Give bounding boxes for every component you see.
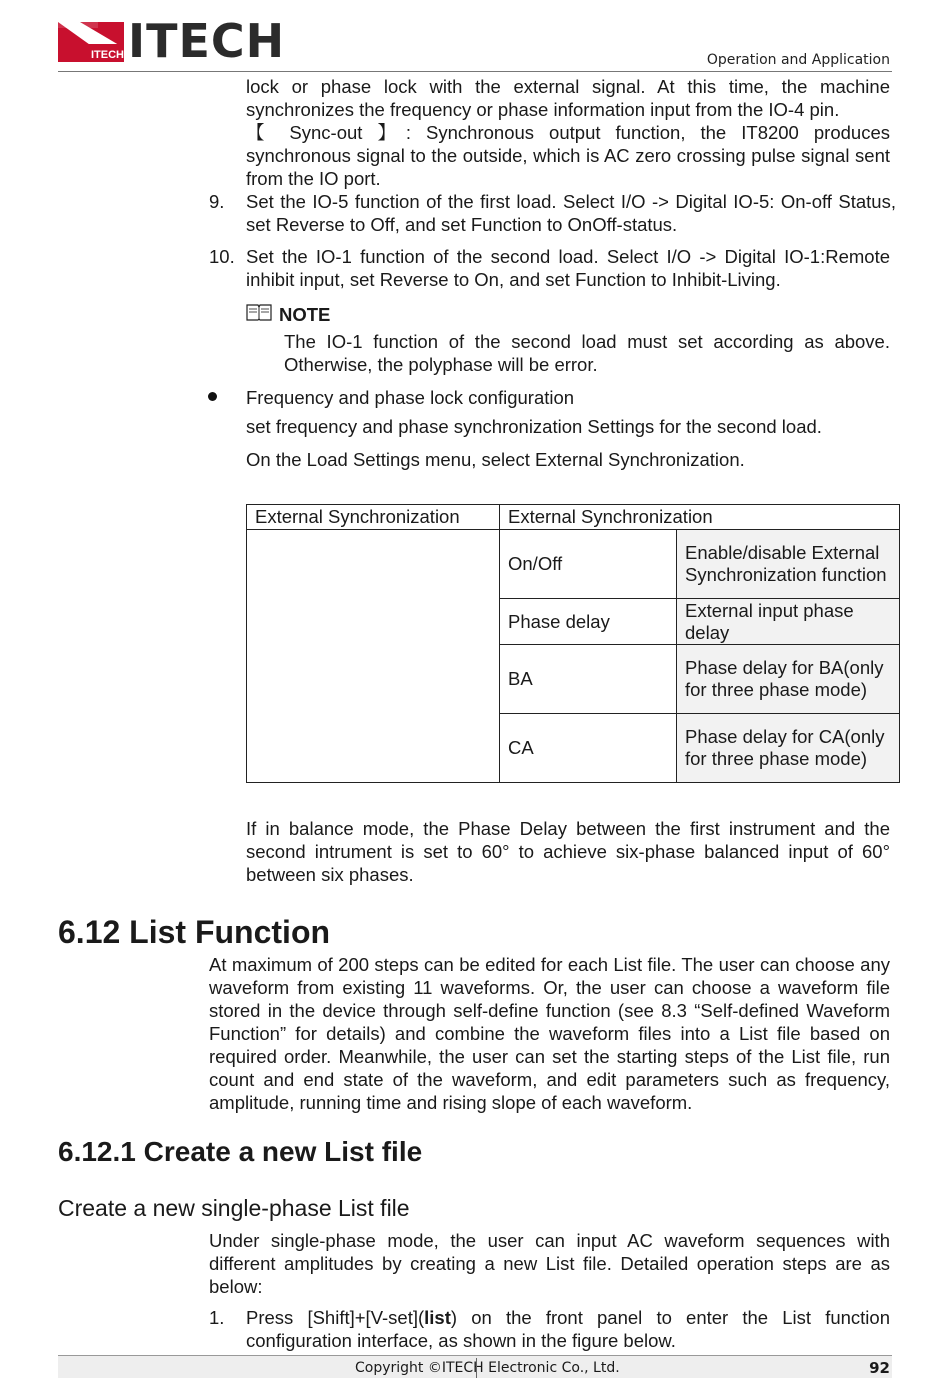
itech-logo-mark xyxy=(58,22,124,62)
table-header-cell: External Synchronization xyxy=(500,505,900,530)
step-1-keyword: list xyxy=(424,1307,451,1328)
paragraph-sync-out: 【 Sync-out 】: Synchronous output function, the IT8200 produces synchronous signal to the outside, which is AC zero crossing pulse signal sent from the IO port. xyxy=(246,122,890,189)
table-header-cell: External Synchronization xyxy=(247,505,500,530)
table-desc-cell: External input phase delay xyxy=(677,599,900,645)
logo-wordmark: ITECH xyxy=(128,14,286,68)
page-number: 92 xyxy=(869,1359,890,1377)
table-row xyxy=(247,530,900,599)
paragraph-single-phase: Under single-phase mode, the user can input AC waveform sequences with different amplitudes by creating a new List file. Detailed operation steps are as below: xyxy=(209,1230,890,1297)
section-heading-6-12-1: 6.12.1 Create a new List file xyxy=(58,1136,423,1167)
table-param-cell: BA xyxy=(500,645,677,714)
paragraph-freq-settings: set frequency and phase synchronization Settings for the second load. xyxy=(246,416,822,437)
header-divider xyxy=(58,71,892,72)
step-1-text-start: Press [Shift]+[V-set]( xyxy=(246,1307,425,1328)
step-10-text: Set the IO-1 function of the second load. Select I/O -> Digital IO-1:Remote inhibit input, set Reverse to On, and set Function to Inhibit-Living. xyxy=(246,246,890,290)
table-param-cell: Phase delay xyxy=(500,599,677,645)
subsection-heading: Create a new single-phase List file xyxy=(58,1195,410,1221)
table-desc-cell: Phase delay for BA(only for three phase mode) xyxy=(677,645,900,714)
chapter-header: Operation and Application xyxy=(706,52,890,68)
table-empty-cell xyxy=(247,530,500,783)
bullet-frequency-heading: Frequency and phase lock configuration xyxy=(246,387,575,408)
paragraph-load-settings: On the Load Settings menu, select External Synchronization. xyxy=(246,449,745,470)
step-1-text xyxy=(246,1306,890,1352)
section-heading-6-12: 6.12 List Function xyxy=(58,914,331,950)
table-param-cell: On/Off xyxy=(500,530,677,599)
itech-logo xyxy=(58,14,294,68)
paragraph-balance-mode: If in balance mode, the Phase Delay between the first instrument and the second intrument is set to 60° to achieve six-phase balanced input of 60° between six phases. xyxy=(246,818,890,885)
book-icon xyxy=(246,303,272,321)
step-1-text-end: ) on the front panel to enter the List function configuration interface, as shown in the figure below. xyxy=(246,1307,890,1351)
footer-separator xyxy=(476,1358,477,1378)
table-desc-cell: Phase delay for CA(only for three phase mode) xyxy=(677,714,900,783)
step-number-10: 10. xyxy=(209,246,235,267)
table-param-cell: CA xyxy=(500,714,677,783)
paragraph-list-function: At maximum of 200 steps can be edited for each List file. The user can choose any waveform from existing 11 waveforms. Or, the user can choose a waveform file stored in the device through self-define function (see 8.3 “Self-defined Waveform Function” for details) and combine the waveform files into a List file based on required order. Meanwhile, the user can set the starting steps of the List file, run count and end state of the waveform, and edit parameters such as frequency, amplitude, running time and rising slope of each waveform. xyxy=(209,954,890,1113)
paragraph-lock: lock or phase lock with the external signal. At this time, the machine synchronizes the frequency or phase information input from the IO-4 pin. xyxy=(246,76,890,120)
step-number-1: 1. xyxy=(209,1307,225,1328)
footer-copyright: Copyright ©ITECH Electronic Co., Ltd. xyxy=(355,1360,620,1376)
note-text: The IO-1 function of the second load must set according as above. Otherwise, the polyphase will be error. xyxy=(284,331,890,375)
step-number-9: 9. xyxy=(209,191,225,212)
external-sync-table xyxy=(246,504,900,783)
note-title: NOTE xyxy=(279,304,331,325)
svg-text:ITECH: ITECH xyxy=(91,49,124,61)
bullet-dot xyxy=(208,392,217,401)
table-desc-cell: Enable/disable External Synchronization function xyxy=(677,530,900,599)
step-9-text: Set the IO-5 function of the first load. Select I/O -> Digital IO-5: On-off Status, set Reverse to Off, and set Function to OnOff-status. xyxy=(246,191,896,235)
table-header-row xyxy=(247,505,900,530)
